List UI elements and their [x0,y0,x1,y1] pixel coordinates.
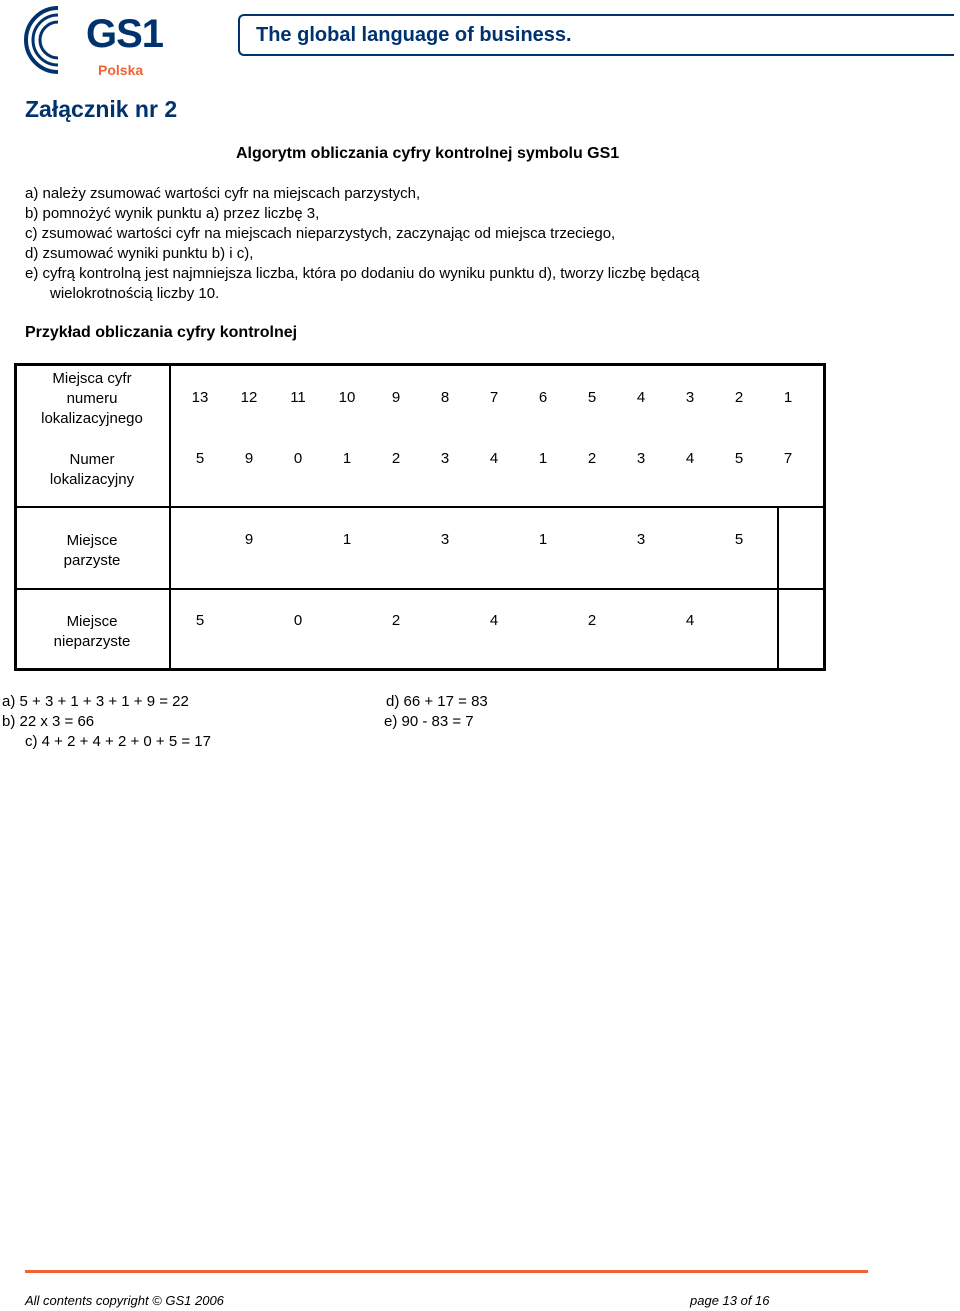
odd-digit-cell: 2 [391,612,401,629]
odd-digit-cell: 4 [489,612,499,629]
step-e: e) cyfrą kontrolną jest najmniejsza liczba, która po dodaniu do wyniku punktu d), tworzy liczbę będącą [25,265,700,282]
footer-divider [25,1270,868,1273]
calc-e: e) 90 - 83 = 7 [384,713,474,730]
position-cell: 12 [240,389,258,406]
row-label-odd: Miejsce nieparzyste [53,613,131,650]
table-divider-vertical [169,366,171,668]
section-subtitle: Algorytm obliczania cyfry kontrolnej symbolu GS1 [236,145,620,162]
even-digit-cell: 3 [636,531,646,548]
odd-digit-cell: 2 [587,612,597,629]
odd-digit-cell: 4 [685,612,695,629]
digit-cell: 1 [538,450,548,467]
example-title: Przykład obliczania cyfry kontrolnej [25,324,298,341]
table-divider-vertical [777,506,779,668]
page-number: page 13 of 16 [690,1293,770,1308]
digit-cell: 1 [342,450,352,467]
position-cell: 5 [587,389,597,406]
even-digit-cell: 3 [440,531,450,548]
position-cell: 6 [538,389,548,406]
position-cell: 7 [489,389,499,406]
digit-cell: 4 [685,450,695,467]
even-digit-cell: 1 [342,531,352,548]
position-cell: 3 [685,389,695,406]
gs1-rings-icon [22,4,92,80]
even-digit-cell: 9 [244,531,254,548]
copyright: All contents copyright © GS1 2006 [25,1293,224,1308]
row-label-positions: Miejsca cyfr numeru lokalizacyjnego [41,370,143,427]
odd-digit-cell: 5 [195,612,205,629]
position-cell: 4 [636,389,646,406]
table-divider [17,588,823,590]
step-b: b) pomnożyć wynik punktu a) przez liczbę 3, [25,205,320,222]
calculation-table [14,363,826,671]
tagline: The global language of business. [256,24,572,46]
digit-cell: 9 [244,450,254,467]
odd-digit-cell: 0 [293,612,303,629]
digit-cell: 2 [391,450,401,467]
calc-d: d) 66 + 17 = 83 [386,693,488,710]
gs1-logo [22,4,164,80]
calc-a: a) 5 + 3 + 1 + 3 + 1 + 9 = 22 [2,693,189,710]
position-cell: 2 [734,389,744,406]
digit-cell: 5 [734,450,744,467]
position-cell: 13 [191,389,209,406]
tagline-banner [238,14,954,56]
digit-cell: 5 [195,450,205,467]
table-divider [17,506,823,508]
step-c: c) zsumować wartości cyfr na miejscach nieparzystych, zaczynając od miejsca trzeciego, [25,225,616,242]
even-digit-cell: 1 [538,531,548,548]
position-cell: 10 [338,389,356,406]
digit-cell: 3 [440,450,450,467]
step-e-continuation: wielokrotnością liczby 10. [50,285,220,302]
digit-cell: 0 [293,450,303,467]
row-label-even: Miejsce parzyste [63,532,121,569]
position-cell: 8 [440,389,450,406]
digit-cell: 4 [489,450,499,467]
position-cell: 9 [391,389,401,406]
logo-text: GS1 [86,12,164,56]
step-d: d) zsumować wyniki punktu b) i c), [25,245,254,262]
digit-cell: 3 [636,450,646,467]
position-cell: 11 [290,389,306,406]
step-a: a) należy zsumować wartości cyfr na miejscach parzystych, [25,185,421,202]
logo-subtitle: Polska [98,62,144,78]
calc-c: c) 4 + 2 + 4 + 2 + 0 + 5 = 17 [25,733,211,750]
calc-b: b) 22 x 3 = 66 [2,713,95,730]
row-label-number: Numer lokalizacyjny [49,451,135,488]
page-title: Załącznik nr 2 [25,96,178,122]
even-digit-cell: 5 [734,531,744,548]
position-cell: 1 [783,389,793,406]
digit-cell: 7 [783,450,793,467]
digit-cell: 2 [587,450,597,467]
